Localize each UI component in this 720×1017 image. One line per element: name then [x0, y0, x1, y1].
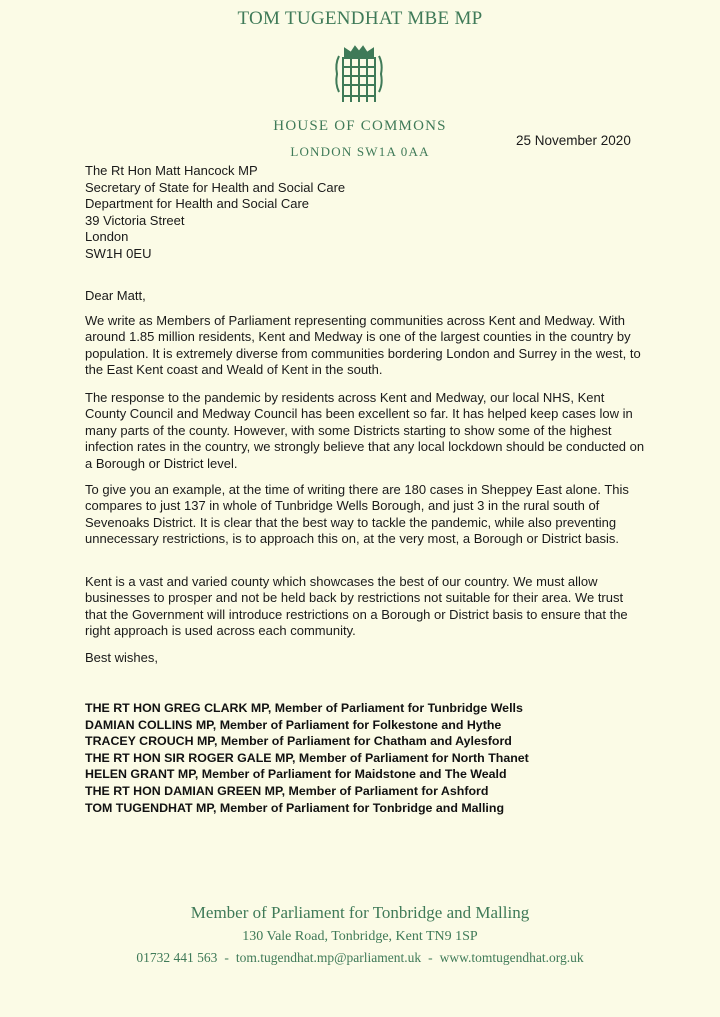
footer-address: 130 Vale Road, Tonbridge, Kent TN9 1SP [242, 929, 478, 944]
salutation: Dear Matt, [85, 288, 146, 303]
body-paragraph: We write as Members of Parliament representing communities across Kent and Medway. With around 1.85 million residents, Kent and Medway is one of the largest counties in the country by population. It is extremely diverse from communities bordering London and Surrey in the west, to the East Kent coast and Weald of Kent in the south. [85, 313, 641, 378]
footer-email[interactable]: tom.tugendhat.mp@parliament.uk [235, 950, 422, 965]
signatory: TOM TUGENDHAT MP, Member of Parliament for Tonbridge and Malling [85, 800, 505, 815]
letter-date: 25 November 2020 [516, 133, 631, 148]
signatory-list [85, 700, 529, 816]
recipient-line: SW1H 0EU [85, 245, 152, 261]
footer-website[interactable]: www.tomtugendhat.org.uk [439, 950, 584, 965]
letterhead-name: TOM TUGENDHAT MBE MP [237, 8, 483, 29]
body-paragraph: To give you an example, at the time of writing there are 180 cases in Sheppey East alone. This compares to just 137 in whole of Tunbridge Wells Borough, and just 3 in the rural south of Sevenoaks District. It is clear that the best way to tackle the pandemic, while also preventing unnecessary restrictions, is to approach this on, at the very most, a Borough or District basis. [85, 482, 629, 547]
signatory: DAMIAN COLLINS MP, Member of Parliament for Folkestone and Hythe [85, 717, 502, 732]
signatory: THE RT HON GREG CLARK MP, Member of Parliament for Tunbridge Wells [85, 701, 523, 715]
recipient-line: 39 Victoria Street [85, 212, 185, 228]
footer-title: Member of Parliament for Tonbridge and Malling [190, 903, 530, 922]
footer-separator: - [428, 950, 433, 965]
footer-contact [0, 950, 720, 966]
closing: Best wishes, [85, 650, 158, 665]
house-of-commons-title: HOUSE OF COMMONS [273, 118, 447, 134]
portcullis-icon [331, 44, 387, 108]
recipient-address [85, 163, 345, 262]
footer-phone: 01732 441 563 [136, 950, 218, 965]
recipient-line: London [85, 229, 129, 244]
signatory: THE RT HON SIR ROGER GALE MP, Member of Parliament for North Thanet [85, 750, 529, 765]
signatory: THE RT HON DAMIAN GREEN MP, Member of Parliament for Ashford [85, 783, 489, 798]
signatory: HELEN GRANT MP, Member of Parliament for Maidstone and The Weald [85, 767, 507, 782]
recipient-line: Department for Health and Social Care [85, 196, 310, 211]
body-paragraph: The response to the pandemic by residents across Kent and Medway, our local NHS, Kent County Council and Medway Council has been excellent so far. It has helped keep cases low in many parts of the county. However, with some Districts starting to show some of the highest infection rates in the country, we strongly believe that any local lockdown should be conducted on a Borough or District level. [85, 390, 645, 471]
body-paragraph: Kent is a vast and varied county which showcases the best of our country. We must allow businesses to prosper and not be held back by restrictions not suitable for their area. We trust that the Government will introduce restrictions on a Borough or District basis to ensure that the right approach is used across each community. [85, 574, 628, 639]
signatory: TRACEY CROUCH MP, Member of Parliament for Chatham and Aylesford [85, 734, 512, 749]
footer-separator: - [224, 950, 229, 965]
letterhead-location: LONDON SW1A 0AA [290, 144, 430, 159]
recipient-line: Secretary of State for Health and Social Care [85, 179, 346, 195]
recipient-line: The Rt Hon Matt Hancock MP [85, 163, 258, 178]
